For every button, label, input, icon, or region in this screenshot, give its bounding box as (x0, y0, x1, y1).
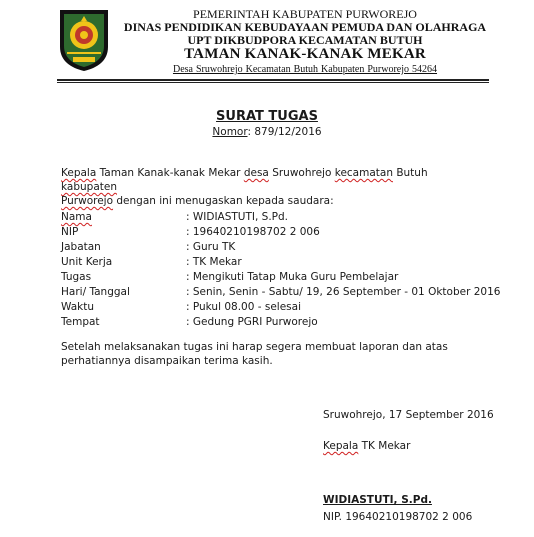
detail-row-name (61, 210, 501, 225)
detail-key: Tugas (61, 271, 92, 283)
intro-text: dengan ini menugaskan kepada saudara: (113, 195, 334, 207)
signature-role-text: TK Mekar (358, 440, 411, 452)
letterhead-government: PEMERINTAH KABUPATEN PURWOREJO (193, 7, 417, 21)
detail-key: NIP (61, 226, 79, 238)
intro-paragraph (61, 166, 481, 208)
detail-value: : WIDIASTUTI, S.Pd. (186, 211, 289, 223)
intro-word: Purworejo (61, 195, 114, 207)
letterhead-school: TAMAN KANAK-KANAK MEKAR (184, 46, 426, 62)
letterhead-address: Desa Sruwohrejo Kecamatan Butuh Kabupaten Purworejo 54264 (172, 64, 438, 75)
letter-number-label: Nomor (212, 126, 248, 138)
signatory-nip: NIP. 19640210198702 2 006 (323, 511, 473, 523)
letterhead-unit: UPT DIKBUDPORA KECAMATAN BUTUH (187, 33, 423, 47)
letter-title: SURAT TUGAS (216, 109, 318, 124)
detail-value: : Pukul 08.00 - selesai (186, 301, 301, 313)
detail-row-time (61, 300, 501, 315)
detail-row-position (61, 240, 501, 255)
closing-paragraph: Setelah melaksanakan tugas ini harap segera membuat laporan dan atas perhatiannya disampaikan terima kasih. (61, 341, 448, 367)
detail-value: : Gedung PGRI Purworejo (186, 316, 318, 328)
detail-key: Tempat (61, 316, 100, 328)
letterhead-rule-thin (57, 82, 489, 83)
intro-word: desa (243, 167, 269, 179)
detail-key: Hari/ Tanggal (61, 286, 130, 298)
letter-number (0, 126, 534, 138)
detail-row-nip (61, 225, 501, 240)
signature-role (323, 440, 410, 452)
intro-word: Kepala (61, 167, 97, 179)
intro-text: Taman Kanak-kanak Mekar (96, 167, 244, 179)
detail-value: : 19640210198702 2 006 (186, 226, 320, 238)
assignment-details (61, 210, 501, 330)
detail-value: : TK Mekar (186, 256, 242, 268)
intro-word: kecamatan (334, 167, 393, 179)
regency-emblem-logo (57, 7, 111, 73)
detail-row-unit (61, 255, 501, 270)
letterhead-rule-thick (57, 79, 489, 81)
detail-key: Waktu (61, 301, 94, 313)
detail-key: Unit Kerja (61, 256, 113, 268)
intro-text: Butuh (392, 167, 428, 179)
detail-row-date (61, 285, 501, 300)
signatory-name: WIDIASTUTI, S.Pd. (323, 494, 432, 506)
intro-word: kabupaten (61, 181, 117, 193)
detail-row-task (61, 270, 501, 285)
detail-value: : Mengikuti Tatap Muka Guru Pembelajar (186, 271, 399, 283)
detail-value: : Guru TK (186, 241, 236, 253)
detail-value: : Senin, Senin - Sabtu/ 19, 26 September - 01 Oktober 2016 (186, 286, 501, 298)
detail-row-place (61, 315, 501, 330)
detail-key: Jabatan (61, 241, 101, 253)
signature-role-word: Kepala (323, 440, 359, 452)
detail-key: Nama (61, 211, 92, 223)
intro-text: Sruwohrejo (268, 167, 335, 179)
letter-number-value: : 879/12/2016 (247, 126, 322, 138)
letterhead-department: DINAS PENDIDIKAN KEBUDAYAAN PEMUDA DAN OLAHRAGA (123, 20, 487, 34)
signature-place-date: Sruwohrejo, 17 September 2016 (323, 409, 494, 421)
